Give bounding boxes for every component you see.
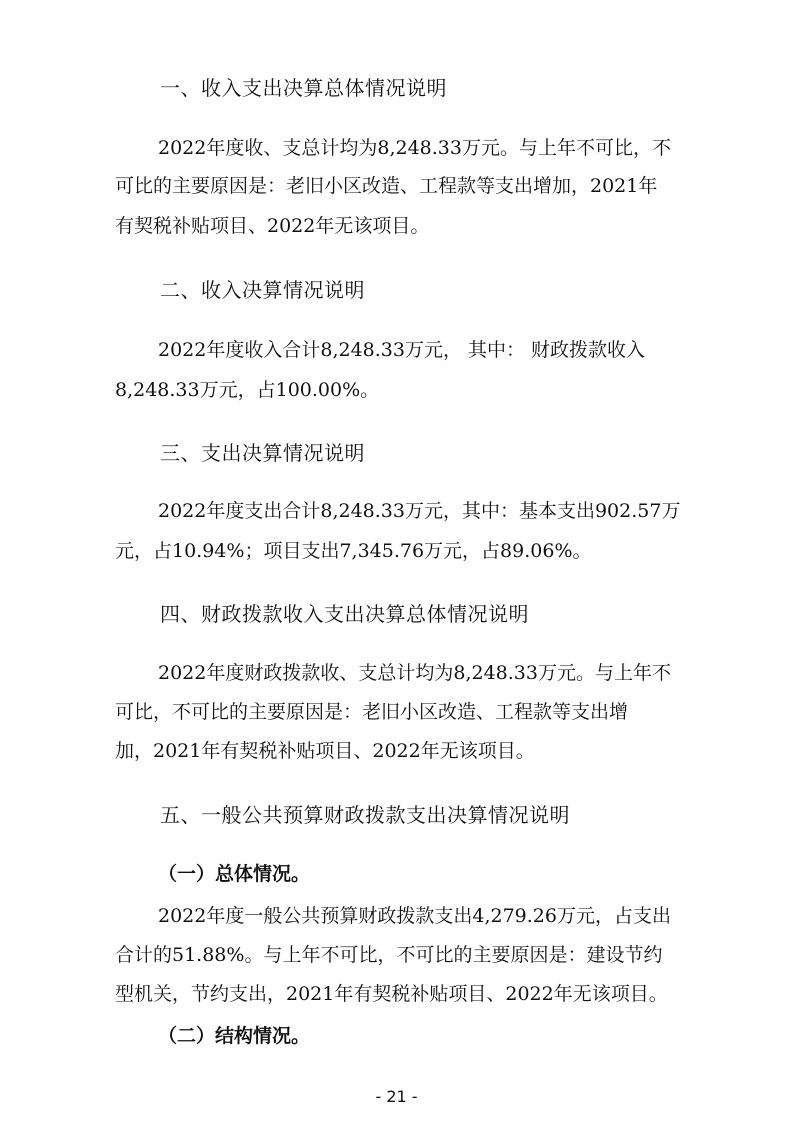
section-heading-1: 一、收入支出决算总体情况说明 (160, 76, 447, 100)
paragraph-line: 可比，不可比的主要原因是：老旧小区改造、工程款等支出增 (115, 701, 629, 723)
paragraph-line: 2022年度财政拨款收、支总计均为8,248.33万元。与上年不 (158, 662, 671, 684)
paragraph-line: 8,248.33万元，占100.00%。 (115, 379, 380, 401)
paragraph-line: 可比的主要原因是：老旧小区改造、工程款等支出增加，2021年 (115, 175, 658, 197)
paragraph-line: 加，2021年有契税补贴项目、2022年无该项目。 (115, 740, 535, 762)
section-heading-5: 五、一般公共预算财政拨款支出决算情况说明 (160, 803, 570, 827)
paragraph-line: 2022年度支出合计8,248.33万元，其中：基本支出902.57万 (158, 500, 681, 522)
subsection-heading-2: （二）结构情况。 (158, 1025, 311, 1047)
section-heading-4: 四、财政拨款收入支出决算总体情况说明 (160, 602, 529, 626)
paragraph-line: 合计的51.88%。与上年不可比，不可比的主要原因是：建设节约 (115, 944, 663, 966)
paragraph-line: 有契税补贴项目、2022年无该项目。 (115, 215, 430, 237)
subsection-heading-1: （一）总体情况。 (158, 863, 311, 885)
paragraph-line: 型机关，节约支出，2021年有契税补贴项目、2022年无该项目。 (115, 983, 668, 1005)
section-heading-2: 二、收入决算情况说明 (160, 278, 365, 302)
paragraph-line: 元，占10.94%；项目支出7,345.76万元，占89.06%。 (115, 540, 592, 562)
paragraph-line: 2022年度收入合计8,248.33万元， 其中： 财政拨款收入 (158, 339, 646, 361)
page-number: - 21 - (375, 1087, 418, 1106)
paragraph-line: 2022年度一般公共预算财政拨款支出4,279.26万元，占支出 (158, 905, 671, 927)
paragraph-line: 2022年度收、支总计均为8,248.33万元。与上年不可比，不 (158, 137, 671, 159)
section-heading-3: 三、支出决算情况说明 (160, 441, 365, 465)
